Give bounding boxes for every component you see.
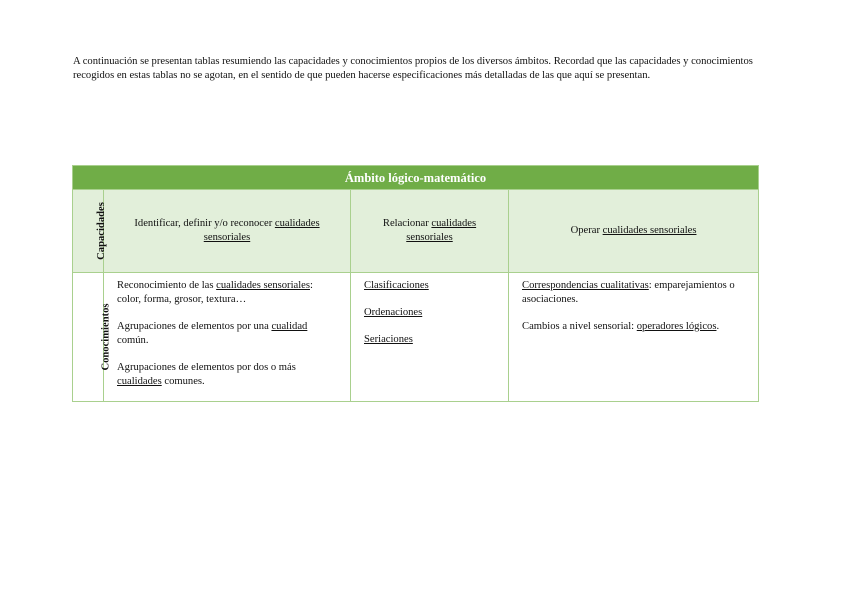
conocimiento-item bbox=[117, 361, 337, 389]
conocimiento-text: : color, forma, grosor, textura… bbox=[117, 280, 313, 305]
conocimiento-item bbox=[117, 279, 337, 307]
conocimiento-item bbox=[522, 320, 745, 334]
intro-paragraph: A continuación se presentan tablas resumiendo las capacidades y conocimientos propios de los diversos ámbitos. Recordad que las capacidades y conocimientos recogidos en estas tablas no se agotan, en el sentido de que pueden hacerse especificaciones más detalladas de las que aquí se presentan. bbox=[73, 56, 753, 81]
capacidad-2-link[interactable]: cualidades sensoriales bbox=[406, 218, 477, 243]
table-title: Ámbito lógico-matemático bbox=[73, 166, 759, 190]
capacidad-3-text: Operar bbox=[570, 225, 603, 236]
capacidad-1-link[interactable]: cualidades sensoriales bbox=[203, 218, 320, 243]
conocimiento-text: Agrupaciones de elementos por dos o más bbox=[117, 362, 296, 373]
capacidad-cell-1 bbox=[104, 190, 351, 273]
row-label-conocimientos-cell bbox=[73, 273, 112, 402]
row-label-capacidades: Capacidades bbox=[95, 202, 107, 260]
conocimientos-col-2 bbox=[351, 273, 509, 402]
conocimiento-link[interactable]: operadores lógicos bbox=[636, 321, 717, 332]
row-label-conocimientos: Conocimientos bbox=[100, 303, 112, 371]
conocimiento-text: Agrupaciones de elementos por una bbox=[117, 321, 272, 332]
conocimiento-text: común. bbox=[117, 335, 149, 346]
ambito-table bbox=[72, 165, 759, 402]
capacidad-3-link[interactable]: cualidades sensoriales bbox=[602, 225, 697, 236]
conocimiento-item bbox=[364, 279, 495, 293]
conocimiento-text: : emparejamientos o asociaciones. bbox=[522, 280, 735, 305]
seriaciones-link[interactable]: Seriaciones bbox=[364, 334, 413, 345]
conocimiento-item bbox=[364, 306, 495, 320]
conocimiento-item bbox=[117, 320, 337, 348]
conocimiento-link[interactable]: Correspondencias cualitativas bbox=[522, 280, 649, 291]
conocimientos-col-1 bbox=[104, 273, 351, 402]
conocimiento-link[interactable]: cualidades sensoriales bbox=[216, 280, 310, 291]
row-label-capacidades-cell bbox=[73, 190, 107, 273]
conocimiento-text: Reconocimiento de las bbox=[117, 280, 217, 291]
capacidad-1-text: Identificar, definir y/o reconocer bbox=[134, 218, 275, 229]
conocimiento-link[interactable]: cualidad bbox=[271, 321, 308, 332]
capacidad-cell-3 bbox=[509, 190, 759, 273]
conocimiento-text: comunes. bbox=[161, 376, 205, 387]
conocimiento-item bbox=[522, 279, 745, 307]
capacidad-cell-2 bbox=[351, 190, 509, 273]
ordenaciones-link[interactable]: Ordenaciones bbox=[364, 307, 423, 318]
conocimiento-link[interactable]: cualidades bbox=[117, 376, 162, 387]
conocimiento-item bbox=[364, 333, 495, 347]
clasificaciones-link[interactable]: Clasificaciones bbox=[364, 280, 429, 291]
conocimientos-col-3 bbox=[509, 273, 759, 402]
capacidad-2-text: Relacionar bbox=[382, 218, 432, 229]
conocimiento-text: . bbox=[716, 321, 720, 332]
conocimiento-text: Cambios a nivel sensorial: bbox=[522, 321, 637, 332]
